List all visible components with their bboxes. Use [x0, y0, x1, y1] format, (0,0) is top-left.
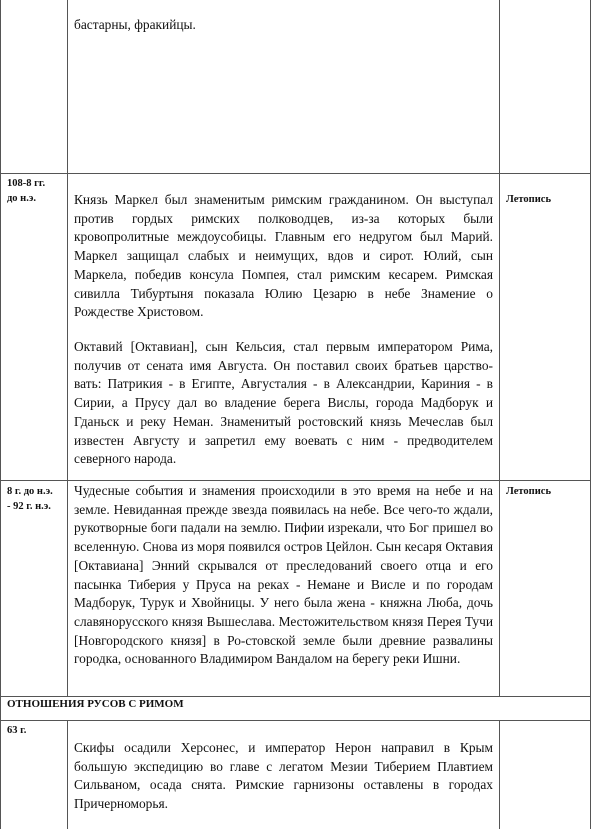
event-text: Князь Маркел был знаменитым римским гражданином. Он выступал против гордых римских полководцев, из-за которых были кровопролитные междоусобицы. Главным его недругом был Марий. Маркел защищал слабых и неимущих, вдов и сирот. Юлий, сын Маркела, победив консула Помпея, стал римским кесарем. Римская сивилла Тибуртыня показала Юлию Цезарю в небе Знамение о Рождестве Христовом.: [74, 192, 493, 320]
table-border-left: [0, 0, 1, 829]
column-divider-source-lower: [499, 721, 500, 829]
row-divider-4: [0, 720, 591, 721]
event-text: Чудесные события и знамения происходили в это время на небе и на земле. Невиданная прежде звезда появилась на небе. Все чего-то ждали, рукотворные боги падали на землю. Пифии изрекали, что Бог пришел во вселенную. Снова из моря появился остров Цейлон. Сын кесаря Октавия [Октавиана] Энний скрывался от преследований своего отца и его пасынка Тиберия у Пруса на реках - Немане и Висле и по городам Мадборук, Турук и Хвойницы. У него была жена - княжна Люба, дочь славянорусского князя Вышеслава. Местожительством князя Перея Тучи [Новгородского князя] в Ро-стовской земле были древние развалины городка, основанного Владимиром Вандалом на берегу реки Ишни.: [74, 483, 493, 667]
section-heading: ОТНОШЕНИЯ РУСОВ С РИМОМ: [7, 698, 184, 710]
column-divider-source: [499, 0, 500, 696]
row-divider-1: [0, 173, 591, 174]
event-text: Октавий [Октавиан], сын Кельсия, стал первым императором Рима, получив от сената имя Августа. Он поставил своих братьев царство-вать: Патрикия - в Египте, Августалия - в Александрии, Кариния - в Сирии, а Прусу дал во владение берега Вислы, города Мадборук и Гданьск и реку Неман. Знаменитый ростовский князь Мечеслав был известен Августу и запретил ему воевать с ним - предводителем северного народа.: [74, 339, 493, 467]
date-cell: 8 г. до н.э. - 92 г. н.э.: [7, 486, 53, 512]
column-divider-date-lower: [67, 721, 68, 829]
event-text: Скифы осадили Херсонес, и император Нерон направил в Крым большую экспедицию во главе с легатом Мезии Тиберием Плавтием Сильваном, осада снята. Римские гарнизоны оставлены в городах Причерноморья.: [74, 740, 493, 812]
source-cell: Летопись: [506, 486, 551, 497]
column-divider-date: [67, 0, 68, 696]
date-cell: 63 г.: [7, 725, 27, 736]
source-cell: Летопись: [506, 194, 551, 205]
event-text: бастарны, фракийцы.: [74, 17, 196, 32]
row-divider-2: [0, 480, 591, 481]
date-cell: 108-8 гг. до н.э.: [7, 178, 46, 204]
